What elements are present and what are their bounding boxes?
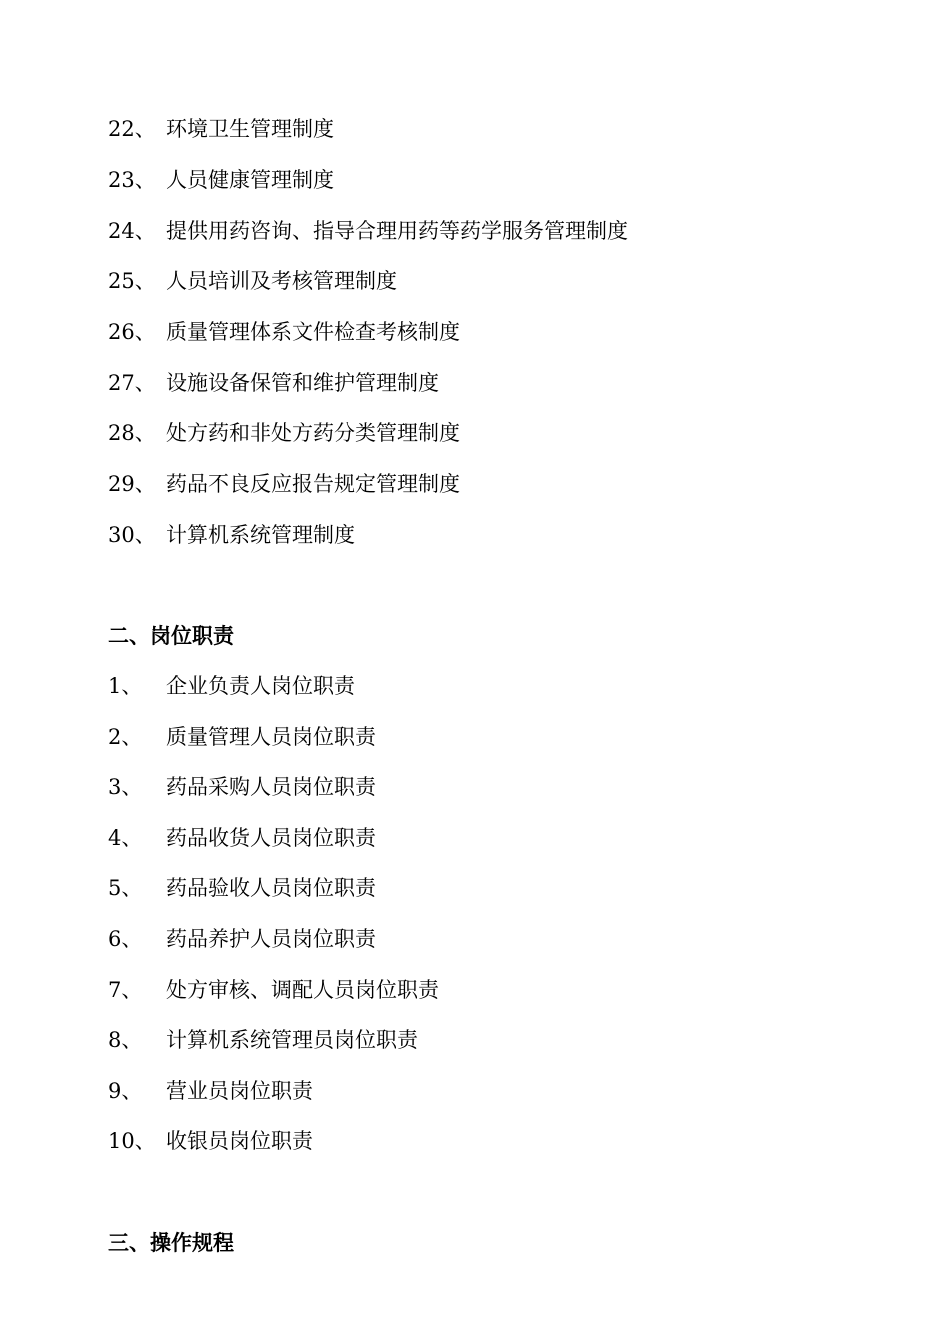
- item-text: 设施设备保管和维护管理制度: [166, 371, 439, 395]
- list-item: [108, 975, 439, 1005]
- item-text: 药品养护人员岗位职责: [166, 927, 376, 951]
- item-text: 处方药和非处方药分类管理制度: [166, 421, 460, 445]
- item-text: 药品采购人员岗位职责: [166, 775, 376, 799]
- item-number: 29、: [108, 472, 156, 496]
- list-item: [108, 469, 460, 499]
- item-text: 质量管理体系文件检查考核制度: [166, 320, 460, 344]
- item-number: 5、: [108, 876, 143, 900]
- item-text: 环境卫生管理制度: [166, 117, 334, 141]
- item-number: 6、: [108, 927, 143, 951]
- item-text: 计算机系统管理制度: [166, 523, 355, 547]
- list-item: [108, 671, 355, 701]
- item-number: 10、: [108, 1129, 156, 1153]
- item-text: 处方审核、调配人员岗位职责: [166, 978, 439, 1002]
- item-number: 27、: [108, 371, 156, 395]
- list-item: [108, 772, 376, 802]
- item-text: 人员健康管理制度: [166, 168, 334, 192]
- item-number: 9、: [108, 1079, 143, 1103]
- item-number: 2、: [108, 725, 143, 749]
- list-item: [108, 1126, 313, 1156]
- list-item: [108, 1076, 313, 1106]
- list-item: [108, 823, 376, 853]
- item-text: 提供用药咨询、指导合理用药等药学服务管理制度: [166, 219, 628, 243]
- item-number: 7、: [108, 978, 143, 1002]
- item-number: 30、: [108, 523, 156, 547]
- item-number: 22、: [108, 117, 156, 141]
- list-item: [108, 368, 439, 398]
- item-number: 25、: [108, 269, 156, 293]
- list-item: [108, 924, 376, 954]
- section-heading: 三、操作规程: [108, 1230, 234, 1255]
- item-text: 人员培训及考核管理制度: [166, 269, 397, 293]
- item-number: 24、: [108, 219, 156, 243]
- list-item: [108, 216, 628, 246]
- item-text: 收银员岗位职责: [166, 1129, 313, 1153]
- item-text: 药品验收人员岗位职责: [166, 876, 376, 900]
- list-item: [108, 873, 376, 903]
- list-item: [108, 317, 460, 347]
- item-number: 1、: [108, 674, 143, 698]
- item-text: 药品不良反应报告规定管理制度: [166, 472, 460, 496]
- list-item: [108, 520, 355, 550]
- list-item: [108, 114, 334, 144]
- item-text: 营业员岗位职责: [166, 1079, 313, 1103]
- list-item: [108, 165, 334, 195]
- item-text: 质量管理人员岗位职责: [166, 725, 376, 749]
- item-number: 28、: [108, 421, 156, 445]
- item-number: 8、: [108, 1028, 143, 1052]
- item-number: 23、: [108, 168, 156, 192]
- item-text: 企业负责人岗位职责: [166, 674, 355, 698]
- list-item: [108, 1025, 418, 1055]
- list-item: [108, 418, 460, 448]
- list-item: [108, 722, 376, 752]
- item-number: 26、: [108, 320, 156, 344]
- item-text: 计算机系统管理员岗位职责: [166, 1028, 418, 1052]
- item-text: 药品收货人员岗位职责: [166, 826, 376, 850]
- item-number: 4、: [108, 826, 143, 850]
- item-number: 3、: [108, 775, 143, 799]
- list-item: [108, 266, 397, 296]
- section-heading: 二、岗位职责: [108, 623, 234, 648]
